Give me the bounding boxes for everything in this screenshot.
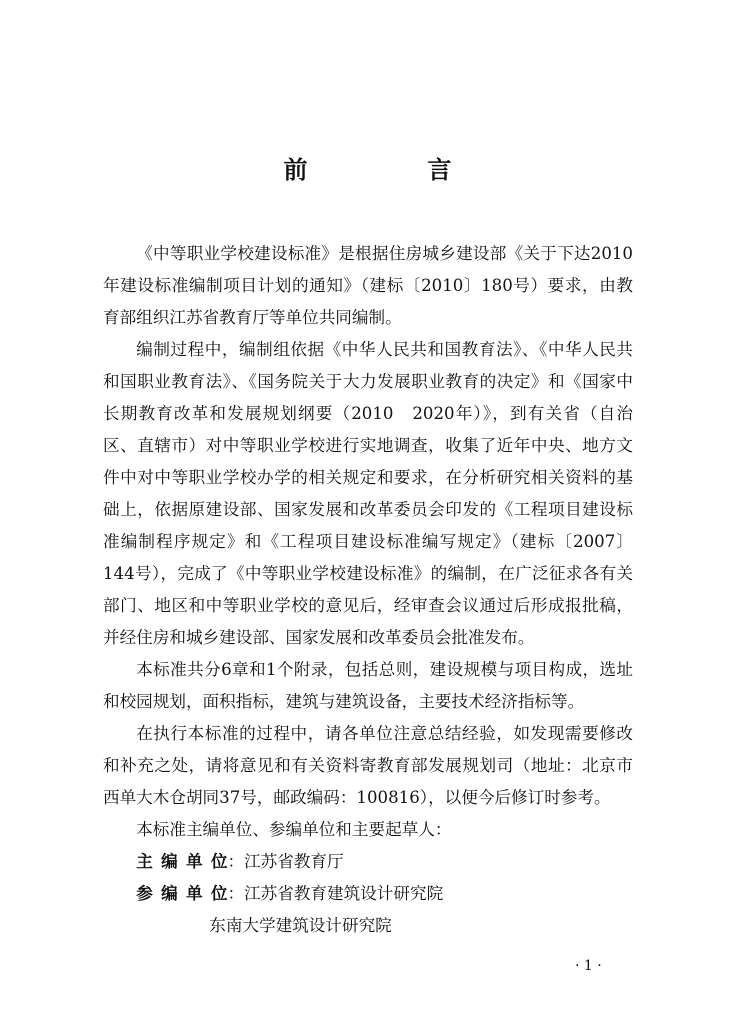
- paragraph-contents: 本标准共分6章和1个附录，包括总则，建设规模与项目构成，选址和校园规划，面积指标，建筑与建筑设备，主要技术经济指标等。: [103, 660, 633, 711]
- page-title: 前 言: [283, 156, 500, 184]
- chief-editor-value: ：江苏省教育厅: [227, 852, 344, 871]
- chief-editor-line: [103, 846, 633, 878]
- page-number: · 1 ·: [575, 958, 602, 974]
- preface-body: [103, 238, 633, 942]
- participant-line: [103, 878, 633, 910]
- participant-value-2: 东南大学建筑设计研究院: [209, 916, 392, 935]
- participant-label-end: 位: [210, 884, 228, 903]
- participant-label: 参编单: [136, 884, 211, 903]
- participant-value-1: ：江苏省教育建筑设计研究院: [227, 884, 444, 903]
- paragraph-origin: 《中等职业学校建设标准》是根据住房城乡建设部《关于下达2010年建设标准编制项目计划的通知》（建标〔2010〕180号）要求，由教育部组织江苏省教育厅等单位共同编制。: [103, 244, 633, 327]
- chief-editor-label-end: 位: [210, 852, 228, 871]
- paragraph-process: 编制过程中，编制组依据《中华人民共和国教育法》、《中华人民共和国职业教育法》、《国务院关于大力发展职业教育的决定》和《国家中长期教育改革和发展规划纲要（2010 2020年）》，到有关省（自治区、直辖市）对中等职业学校进行实地调查，收集了近年中央、地方文件中对中等职业学校办学的相关规定和要求，在分析研究相关资料的基础上，依据原建设部、国家发展和改革委员会印发的《工程项目建设标准编制程序规定》和《工程项目建设标准编写规定》（建标〔2007〕144号），完成了《中等职业学校建设标准》的编制，在广泛征求各有关部门、地区和中等职业学校的意见后，经审查会议通过后形成报批稿，并经住房和城乡建设部、国家发展和改革委员会批准发布。: [103, 340, 633, 647]
- chief-editor-label: 主编单: [136, 852, 211, 871]
- paragraph-feedback: 在执行本标准的过程中，请各单位注意总结经验，如发现需要修改和补充之处，请将意见和有关资料寄教育部发展规划司（地址：北京市西单大木仓胡同37号，邮政编码：100816），以便今后修订时参考。: [103, 724, 633, 807]
- paragraph-authors-intro: 本标准主编单位、参编单位和主要起草人：: [136, 820, 452, 839]
